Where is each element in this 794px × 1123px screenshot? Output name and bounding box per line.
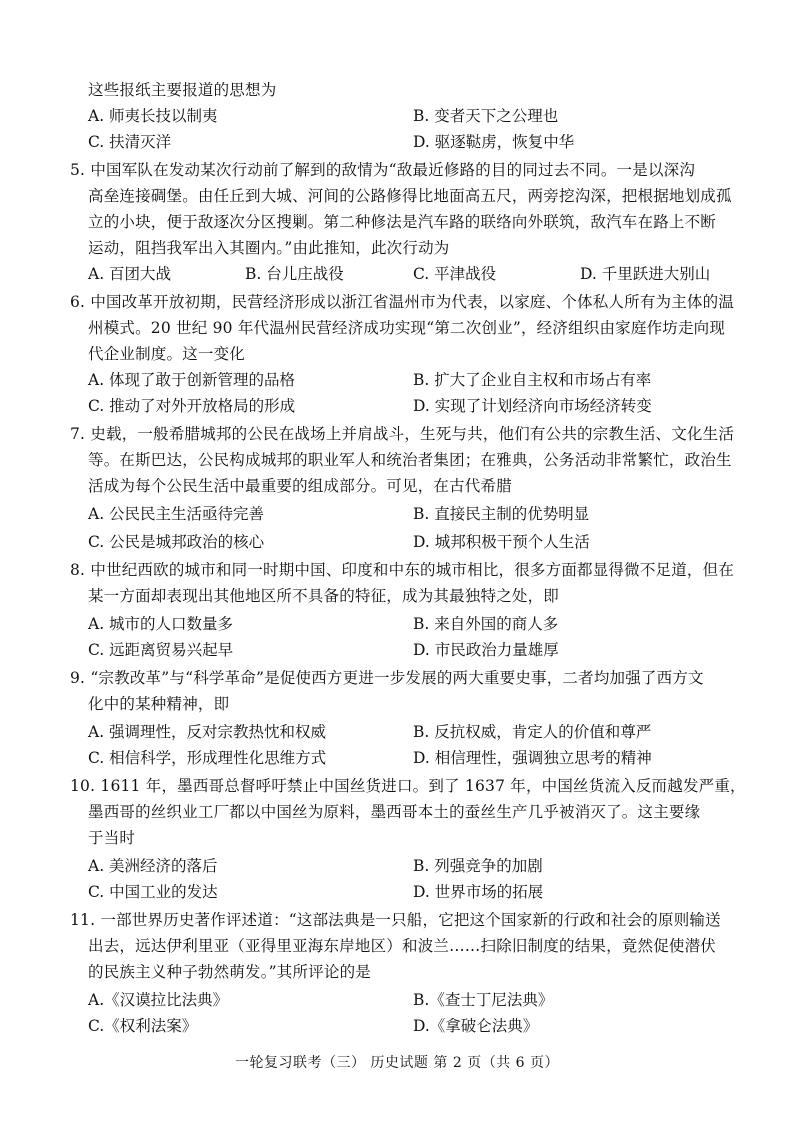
q7-stem-line-3: 活成为每个公民生活中最重要的组成部分。可见，在古代希腊 [88,477,512,495]
q6-stem-line-1: 6. 中国改革开放初期，民营经济形成以浙江省温州市为代表，以家庭、个体私人所有为主体的温 [70,293,735,311]
q10-stem-line-3: 于当时 [88,829,136,847]
q9-option-c: C. 相信科学，形成理性化思维方式 [88,749,327,767]
q10-option-c: C. 中国工业的发达 [88,883,218,901]
q5-stem-line-3: 立的小块，便于敌逐次分区搜剿。第二种修法是汽车路的联络向外联筑，敌汽车在路上不断 [88,213,717,231]
q11-option-a: A.《汉谟拉比法典》 [88,991,229,1009]
q7-option-b: B. 直接民主制的优势明显 [413,505,590,523]
q10-option-d: D. 世界市场的拓展 [413,883,544,901]
q5-option-a: A. 百团大战 [88,265,172,283]
q11-stem-line-3: 的民族主义种子勃然萌发。”其所评论的是 [88,963,371,981]
page-footer: 一轮复习联考（三） 历史试题 第 2 页（共 6 页） [234,1055,559,1071]
q8-stem-line-2: 某一方面却表现出其他地区所不具备的特征，成为其最独特之处，即 [88,587,560,605]
q8-stem-line-1: 8. 中世纪西欧的城市和同一时期中国、印度和中东的城市相比，很多方面都显得微不足道，但在 [70,561,735,579]
q6-option-a: A. 体现了敢于创新管理的品格 [88,371,296,389]
q8-option-a: A. 城市的人口数量多 [88,615,234,633]
q11-option-d: D.《拿破仑法典》 [413,1017,539,1035]
q11-stem-line-2: 出去，远达伊利里亚（亚得里亚海东岸地区）和波兰……扫除旧制度的结果，竟然促使潜伏 [88,937,717,955]
q5-stem-line-4: 运动，阻挡我军出入其圈内。”由此推知，此次行动为 [88,239,450,257]
q4-stem: 这些报纸主要报道的思想为 [88,81,277,99]
q5-option-b: B. 台儿庄战役 [245,265,344,283]
q4-option-c: C. 扶清灭洋 [88,133,172,151]
q9-option-a: A. 强调理性，反对宗教热忱和权威 [88,723,327,741]
q11-option-b: B.《查士丁尼法典》 [413,991,554,1009]
q8-option-d: D. 市民政治力量雄厚 [413,641,559,659]
q4-option-b: B. 变者天下之公理也 [413,107,559,125]
q7-option-c: C. 公民是城邦政治的核心 [88,533,265,551]
q10-option-b: B. 列强竞争的加剧 [413,857,543,875]
q9-stem-line-2: 化中的某种精神，即 [88,695,230,713]
q6-stem-line-2: 州模式。20 世纪 90 年代温州民营经济成功实现“第二次创业”，经济组织由家庭作坊走向现 [88,319,726,337]
q5-stem-line-2: 高垒连接碉堡。由任丘到大城、河间的公路修得比地面高五尺，两旁挖沟深，把根据地划成孤 [88,187,732,205]
q6-stem-line-3: 代企业制度。这一变化 [88,345,246,363]
q7-stem-line-2: 等。在斯巴达，公民构成城邦的职业军人和统治者集团；在雅典，公务活动非常繁忙，政治生 [88,451,732,469]
q5-option-c: C. 平津战役 [413,265,497,283]
q9-option-b: B. 反抗权威，肯定人的价值和尊严 [413,723,652,741]
q6-option-c: C. 推动了对外开放格局的形成 [88,397,296,415]
q6-option-b: B. 扩大了企业自主权和市场占有率 [413,371,652,389]
q6-option-d: D. 实现了计划经济向市场经济转变 [413,397,652,415]
q4-option-a: A. 师夷长技以制夷 [88,107,218,125]
q9-stem-line-1: 9. “宗教改革”与“科学革命”是促使西方更进一步发展的两大重要史事，二者均加强了西方文 [70,669,704,687]
q5-stem-line-1: 5. 中国军队在发动某次行动前了解到的敌情为“敌最近修路的目的同过去不同。一是以深沟 [70,161,696,179]
q5-option-d: D. 千里跃进大别山 [580,265,711,283]
q4-option-d: D. 驱逐鞑虏，恢复中华 [413,133,575,151]
q10-stem-line-1: 10. 1611 年，墨西哥总督呼吁禁止中国丝货进口。到了 1637 年，中国丝货流入反而越发严重， [70,777,746,795]
q8-option-c: C. 远距离贸易兴起早 [88,641,234,659]
q7-option-d: D. 城邦积极干预个人生活 [413,533,590,551]
q7-option-a: A. 公民民主生活亟待完善 [88,505,265,523]
q9-option-d: D. 相信理性，强调独立思考的精神 [413,749,652,767]
q7-stem-line-1: 7. 史载，一般希腊城邦的公民在战场上并肩战斗，生死与共，他们有公共的宗教生活、文化生活 [70,425,735,443]
q8-option-b: B. 来自外国的商人多 [413,615,559,633]
q11-stem-line-1: 11. 一部世界历史著作评述道：“这部法典是一只船，它把这个国家新的行政和社会的原则输送 [70,911,721,929]
q10-option-a: A. 美洲经济的落后 [88,857,218,875]
q10-stem-line-2: 墨西哥的丝织业工厂都以中国丝为原料，墨西哥本土的蚕丝生产几乎被消灭了。这主要缘 [88,803,701,821]
q11-option-c: C.《权利法案》 [88,1017,198,1035]
